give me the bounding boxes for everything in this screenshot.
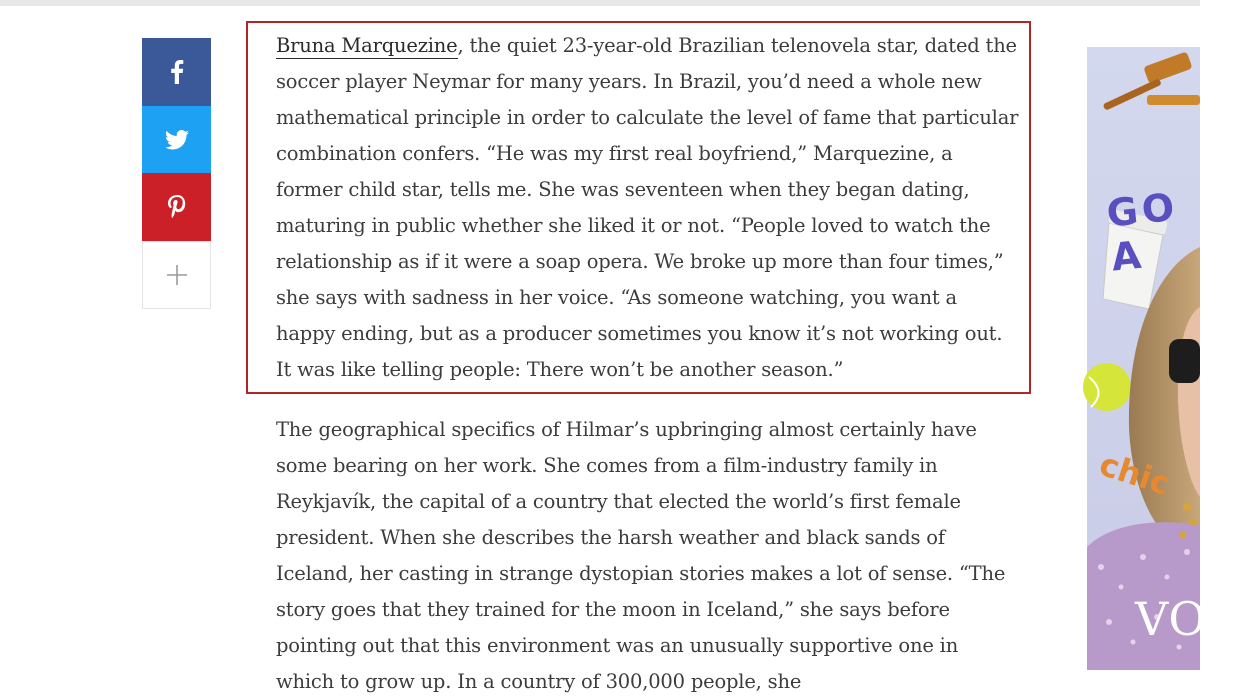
paragraph-1-text: , the quiet 23-year-old Brazilian telenovela star, dated the soccer player Neymar for many years. In Brazil, you’d need a whole new mathematical principle in order to calculate the level of fame that particular combination confers. “He was my first real boyfriend,” Marquezine, a former child star, tells me. She was seventeen when they began dating, maturing in public whether she liked it or not. “People loved to watch the relationship as if it were a soap opera. We broke up more than four times,” she says with sadness in her voice. “As someone watching, you want a happy ending, but as a producer sometimes you know it’s not working out. It was like telling people: There won’t be another season.” [276, 34, 1019, 381]
plus-icon [166, 264, 188, 286]
ad-artwork [1087, 47, 1200, 670]
pinterest-share-button[interactable] [142, 173, 211, 241]
top-divider [0, 0, 1200, 6]
more-share-button[interactable] [142, 241, 211, 309]
article-paragraph-2: The geographical specifics of Hilmar’s upbringing almost certainly have some bearing on her work. She comes from a film-industry family in Reykjavík, the capital of a country that elected the world’s first female president. When she describes the harsh weather and black sands of Iceland, her casting in strange dystopian stories makes a lot of sense. “The story goes that they trained for the moon in Iceland,” she says before pointing out that this environment was an unusually supportive one in which to grow up. In a country of 300,000 people, she [276, 418, 1006, 693]
bruna-marquezine-link[interactable]: Bruna Marquezine [276, 34, 458, 57]
sidebar-advertisement[interactable] [1087, 47, 1245, 670]
ad-headline: GO A [1104, 184, 1181, 280]
share-rail [142, 38, 211, 309]
facebook-share-button[interactable] [142, 38, 211, 106]
facebook-icon [170, 60, 184, 84]
ad-brand-logo: VOG [1135, 592, 1245, 646]
ad-chic-text: chic [1094, 444, 1175, 504]
twitter-icon [165, 130, 189, 150]
article-paragraph-1 [276, 28, 1021, 388]
pinterest-icon [168, 195, 186, 219]
twitter-share-button[interactable] [142, 106, 211, 173]
